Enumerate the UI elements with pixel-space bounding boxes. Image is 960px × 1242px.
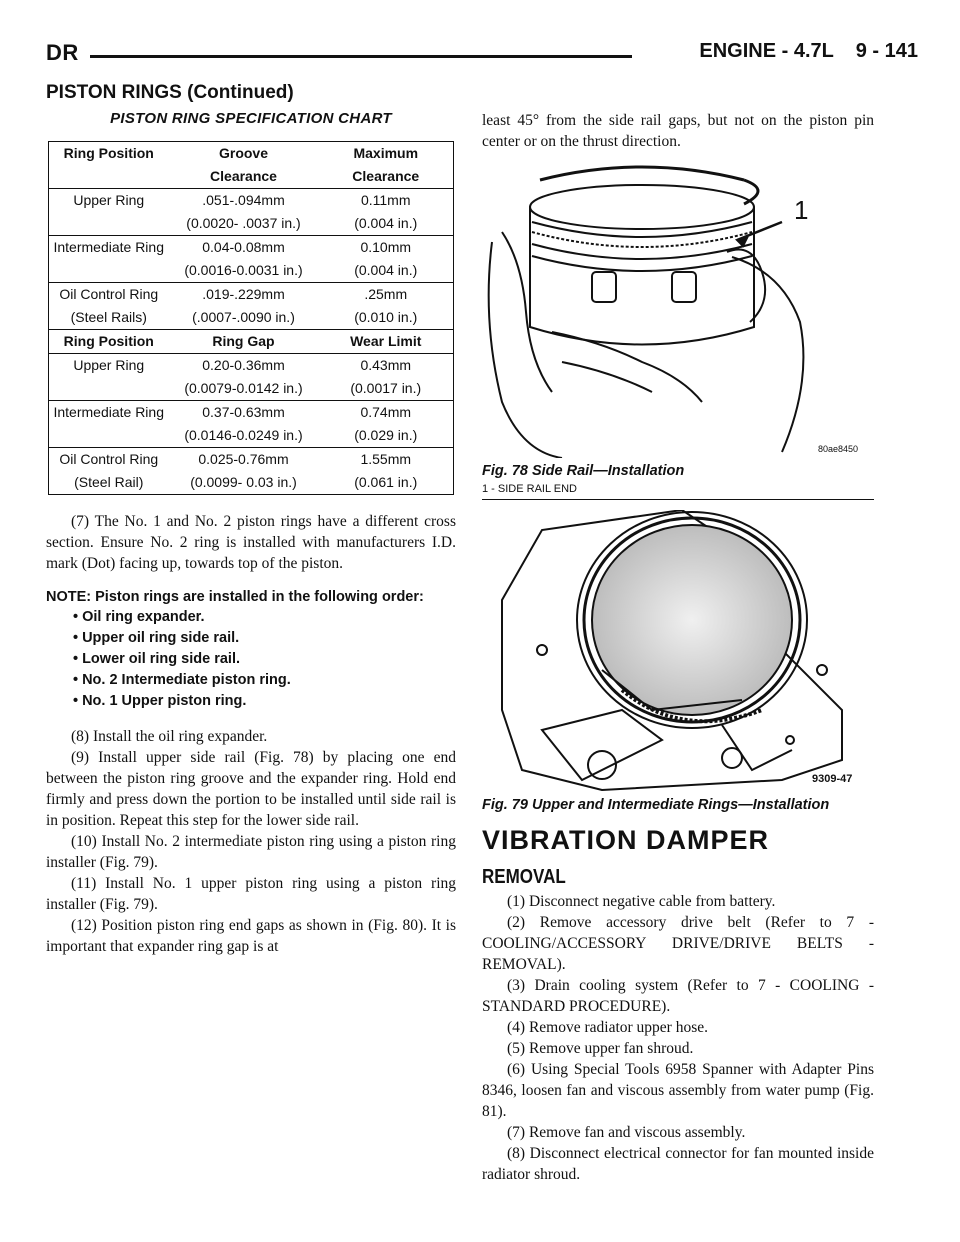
table-cell — [49, 377, 169, 401]
table-cell: (0.0146-0.0249 in.) — [184, 427, 303, 443]
removal-steps — [482, 891, 874, 1185]
removal-step: (2) Remove accessory drive belt (Refer to 7 - COOLING/ACCESSORY DRIVE/DRIVE BELTS - REMOVAL). — [482, 914, 874, 973]
figure-code: 9309-47 — [812, 773, 853, 785]
table-cell: 0.74mm — [319, 401, 454, 425]
table-cell: (Steel Rail) — [74, 474, 144, 490]
table-cell — [49, 424, 169, 448]
table-row — [49, 165, 454, 189]
table-row — [49, 236, 454, 260]
table-cell: (0.010 in.) — [354, 309, 418, 325]
table-cell: Ring Gap — [169, 330, 319, 354]
step-8: (8) Install the oil ring expander. — [71, 728, 268, 745]
table-cell: .051-.094mm — [169, 189, 319, 213]
step-12: (12) Position piston ring end gaps as shown in (Fig. 80). It is important that expander ring gap is at — [46, 917, 456, 955]
step-9: (9) Install upper side rail (Fig. 78) by placing one end between the piston ring groove and the expander ring. Hold end firmly and press down the portion to be installed until side rail is in position. Repeat this step for the lower side rail. — [46, 749, 456, 829]
removal-step: (6) Using Special Tools 6958 Spanner with Adapter Pins 8346, loosen fan and viscous assembly from water pump (Fig. 81). — [482, 1061, 874, 1120]
page-header — [46, 40, 918, 80]
right-column — [482, 110, 874, 1185]
table-row — [49, 330, 454, 354]
table-cell: (0.0020- .0037 in.) — [186, 215, 301, 231]
figure-78-legend: 1 - SIDE RAIL END — [482, 483, 577, 495]
table-cell: (0.004 in.) — [354, 262, 418, 278]
table-cell: Upper Ring — [49, 189, 169, 213]
table-cell: (0.0016-0.0031 in.) — [184, 262, 303, 278]
removal-heading: REMOVAL — [482, 866, 566, 888]
table-row — [49, 448, 454, 472]
step-7: (7) The No. 1 and No. 2 piston rings have a different cross section. Ensure No. 2 ring is installed with manufacturers I.D. mark (Dot) facing up, towards top of the piston. — [46, 513, 456, 572]
table-cell: (0.0079-0.0142 in.) — [184, 380, 303, 396]
table-cell: Oil Control Ring — [49, 283, 169, 307]
figure-divider — [482, 499, 874, 500]
table-row — [49, 189, 454, 213]
ring-installer-illustration — [482, 510, 874, 792]
spec-table — [48, 141, 454, 495]
section-title: PISTON RINGS (Continued) — [46, 82, 294, 103]
table-cell — [49, 165, 169, 189]
table-row — [49, 401, 454, 425]
table-cell: Upper Ring — [49, 354, 169, 378]
ring-order-list — [46, 607, 456, 712]
table-cell: .25mm — [319, 283, 454, 307]
left-column — [46, 110, 456, 957]
table-cell: Ring Position — [49, 142, 169, 166]
spec-chart-title: PISTON RING SPECIFICATION CHART — [110, 110, 392, 127]
table-cell: 0.20-0.36mm — [169, 354, 319, 378]
table-row — [49, 283, 454, 307]
header-rule — [90, 55, 632, 58]
removal-step: (4) Remove radiator upper hose. — [507, 1019, 709, 1036]
list-item: • Oil ring expander. — [73, 607, 456, 628]
table-cell — [49, 259, 169, 283]
figure-callout-number: 1 — [794, 195, 809, 225]
removal-step: (8) Disconnect electrical connector for fan mounted inside radiator shroud. — [482, 1145, 874, 1183]
removal-step: (1) Disconnect negative cable from battery. — [507, 893, 776, 910]
table-cell: (0.061 in.) — [354, 474, 418, 490]
table-cell: Intermediate Ring — [49, 236, 169, 260]
table-cell: (0.0099- 0.03 in.) — [190, 474, 297, 490]
table-row — [49, 142, 454, 166]
table-cell: 1.55mm — [319, 448, 454, 472]
table-cell: (0.0017 in.) — [350, 380, 422, 396]
list-item: • Lower oil ring side rail. — [73, 649, 456, 670]
list-item: • No. 1 Upper piston ring. — [73, 691, 456, 712]
removal-step: (7) Remove fan and viscous assembly. — [507, 1124, 746, 1141]
table-cell: (0.029 in.) — [354, 427, 418, 443]
table-cell: Ring Position — [49, 330, 169, 354]
header-section-code: DR — [46, 40, 79, 65]
table-cell: 0.025-0.76mm — [169, 448, 319, 472]
step-11: (11) Install No. 1 upper piston ring using a piston ring installer (Fig. 79). — [46, 875, 456, 913]
side-rail-installation-illustration — [482, 162, 874, 458]
table-cell: 0.37-0.63mm — [169, 401, 319, 425]
step-10: (10) Install No. 2 intermediate piston ring using a piston ring installer (Fig. 79). — [46, 833, 456, 871]
list-item: • Upper oil ring side rail. — [73, 628, 456, 649]
figure-code: 80ae8450 — [818, 444, 859, 454]
list-item: • No. 2 Intermediate piston ring. — [73, 670, 456, 691]
table-row — [49, 212, 454, 236]
table-cell: 0.04-0.08mm — [169, 236, 319, 260]
note-ring-order: NOTE: Piston rings are installed in the following order: — [46, 589, 424, 605]
table-cell: Oil Control Ring — [49, 448, 169, 472]
table-cell: Maximum — [319, 142, 454, 166]
header-page-id: ENGINE - 4.7L 9 - 141 — [699, 40, 918, 62]
table-row — [49, 377, 454, 401]
table-row — [49, 259, 454, 283]
table-cell — [49, 212, 169, 236]
figure-79 — [482, 510, 874, 813]
vibration-damper-heading: VIBRATION DAMPER — [482, 825, 770, 855]
table-cell: (0.004 in.) — [354, 215, 418, 231]
table-cell: Wear Limit — [319, 330, 454, 354]
table-row — [49, 354, 454, 378]
figure-79-caption: Fig. 79 Upper and Intermediate Rings—Installation — [482, 797, 830, 813]
table-cell: Intermediate Ring — [49, 401, 169, 425]
table-cell: Groove — [169, 142, 319, 166]
figure-78 — [482, 162, 874, 500]
table-cell: Clearance — [210, 168, 277, 184]
step-12-continued: least 45° from the side rail gaps, but not on the piston pin center or on the thrust direction. — [482, 112, 874, 150]
table-cell: (.0007-.0090 in.) — [192, 309, 295, 325]
table-cell: .019-.229mm — [169, 283, 319, 307]
table-row — [49, 471, 454, 495]
table-cell: Clearance — [352, 168, 420, 184]
table-row — [49, 424, 454, 448]
removal-step: (3) Drain cooling system (Refer to 7 - COOLING - STANDARD PROCEDURE). — [482, 977, 874, 1015]
table-cell: 0.11mm — [319, 189, 454, 213]
removal-step: (5) Remove upper fan shroud. — [507, 1040, 694, 1057]
table-row — [49, 306, 454, 330]
figure-78-caption: Fig. 78 Side Rail—Installation — [482, 463, 685, 479]
table-cell: 0.10mm — [319, 236, 454, 260]
table-cell: (Steel Rails) — [70, 309, 147, 325]
table-cell: 0.43mm — [319, 354, 454, 378]
